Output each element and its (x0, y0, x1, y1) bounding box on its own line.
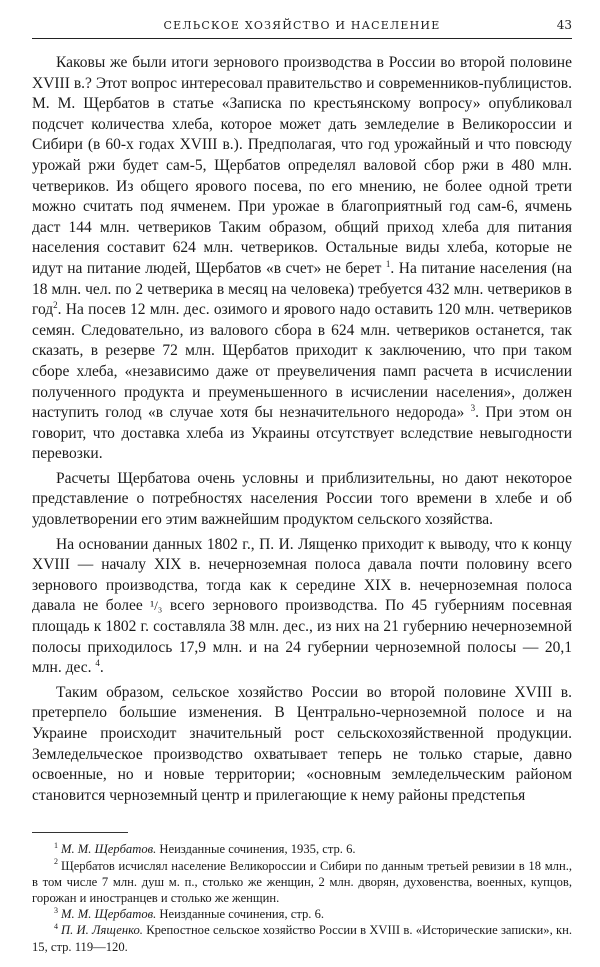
footnote-reference: 2 (53, 299, 58, 310)
text-run: Расчеты Щербатова очень условны и приблизительны, но дают некоторое представление о потребностях населения России того времени в хлебе и об удовлетворении его этим важнейшим продуктом сельского хозяйства. (32, 469, 572, 529)
paragraph (32, 535, 572, 679)
footnote-mark: 2 (54, 857, 58, 867)
footnote-text: Крепостное сельское хозяйство России в XVIII в. «Исторические записки», кн. 15, стр. 119—120. (32, 923, 572, 954)
footnote-divider (32, 832, 128, 833)
footnote-reference: 4 (95, 658, 100, 669)
book-page (32, 10, 572, 955)
paragraph (32, 683, 572, 807)
footnote (32, 841, 572, 857)
text-run: На основании данных 1802 г., П. И. Лященко приходит к выводу, что к концу XVIII — началу XIX в. нечерноземная полоса давала почти половину всего зернового производства, тогда как к середине XIX в. нечерноземная полоса давала не более (32, 535, 572, 615)
footnote-reference: 1 (385, 258, 391, 269)
footnote-mark: 4 (54, 922, 58, 932)
footnote-author: П. И. Лященко. (61, 923, 143, 938)
text-run: . На посев 12 млн. дес. озимого и ярового надо оставить 120 млн. четвериков семян. Следовательно, из валового сбора в 624 млн. четвериков останется, так сказать, в резерве 72 млн. Щербатов приходит к заключению, что при таком сборе хлеба, «независимо даже от преувеличения памп расчета в исчислении полученного продукта и преуменьшенного в исчислении населения», должен наступить голод «в случае хотя бы незначительного недорода» (32, 301, 572, 422)
paragraph (32, 53, 572, 465)
paragraph (32, 469, 572, 531)
text-run: . (99, 659, 104, 677)
main-text (32, 53, 572, 806)
footnote-text: Неизданные сочинения, 1935, стр. 6. (156, 842, 356, 857)
footnote-author: М. М. Щербатов. (61, 907, 157, 922)
text-run: всего зернового производства. По 45 губерниям посевная площадь к 1802 г. составляла 38 млн. дес., из них на 21 губернию нечерноземной полосы приходилось 17,9 млн. и на 24 губернии черноземной полосы — 20,1 млн. дес. (32, 597, 572, 677)
footnotes (32, 841, 572, 954)
footnote-text: Неизданные сочинения, стр. 6. (156, 907, 325, 922)
footnote (32, 922, 572, 954)
text-run: . При этом он говорит, что доставка хлеба из Украины отсутствует вследствие невыгодности перевозки. (32, 404, 572, 463)
footnote (32, 906, 572, 922)
footnote-mark: 1 (54, 841, 58, 851)
text-run: Таким образом, сельское хозяйство России во второй половине XVIII в. претерпело большие изменения. В Центрально-черноземной полосе и на Украине происходит значительный рост сельскохозяйственной продукции. Земледельческое производство охватывает теперь не только старые, давно освоенные, но и новые территории; «основным земледельческим районом становится черноземный центр и прилегающие к нему районы предстепья (32, 683, 572, 804)
footnote-mark: 3 (54, 906, 58, 915)
footnote-text: Щербатов исчислял население Великороссии и Сибири по данным третьей ревизии в 18 млн., в том числе 7 млн. душ м. п., столько же женщин, 2 млн. дворян, духовенства, военных, купцов, горожан и иностранцев и столько же женщин. (32, 858, 572, 905)
footnote-author: М. М. Щербатов. (61, 842, 157, 857)
fraction: ¹/₃ (150, 598, 163, 614)
text-run: . На питание населения (на 18 млн. чел. по 2 четверика в месяц на человека) требуется 432 млн. четвериков в год (32, 259, 572, 319)
footnote-reference: 3 (470, 402, 476, 413)
footnote (32, 858, 572, 907)
page-number: 43 (556, 18, 572, 32)
page-header (32, 10, 572, 39)
text-run: Каковы же были итоги зернового производства в России во второй половине XVIII в.? Этот вопрос интересовал правительство и современников-публицистов. М. М. Щербатов в статье «Записка по крестьянскому вопросу» опубликовал подсчет количества хлеба, которое может дать земледелие в Великороссии и Сибири (в 60-х годах XVIII в.). Предполагая, что год урожайный и что повсюду урожай ржи будет сам-5, Щербатов определял валовой сбор ржи в 480 млн. четвериков. Из общего ярового посева, по его мнению, не более одной трети можно считать под ячменем. При урожае в благоприятный год сам-6, ячмень даст 144 млн. четвериков Таким образом, общий приход хлеба для питания населения составит 624 млн. четвериков. Остальные виды хлеба, которые не идут на питание людей, Щербатов «в счет» не берет (32, 54, 572, 277)
running-head: СЕЛЬСКОЕ ХОЗЯЙСТВО И НАСЕЛЕНИЕ (163, 19, 441, 32)
